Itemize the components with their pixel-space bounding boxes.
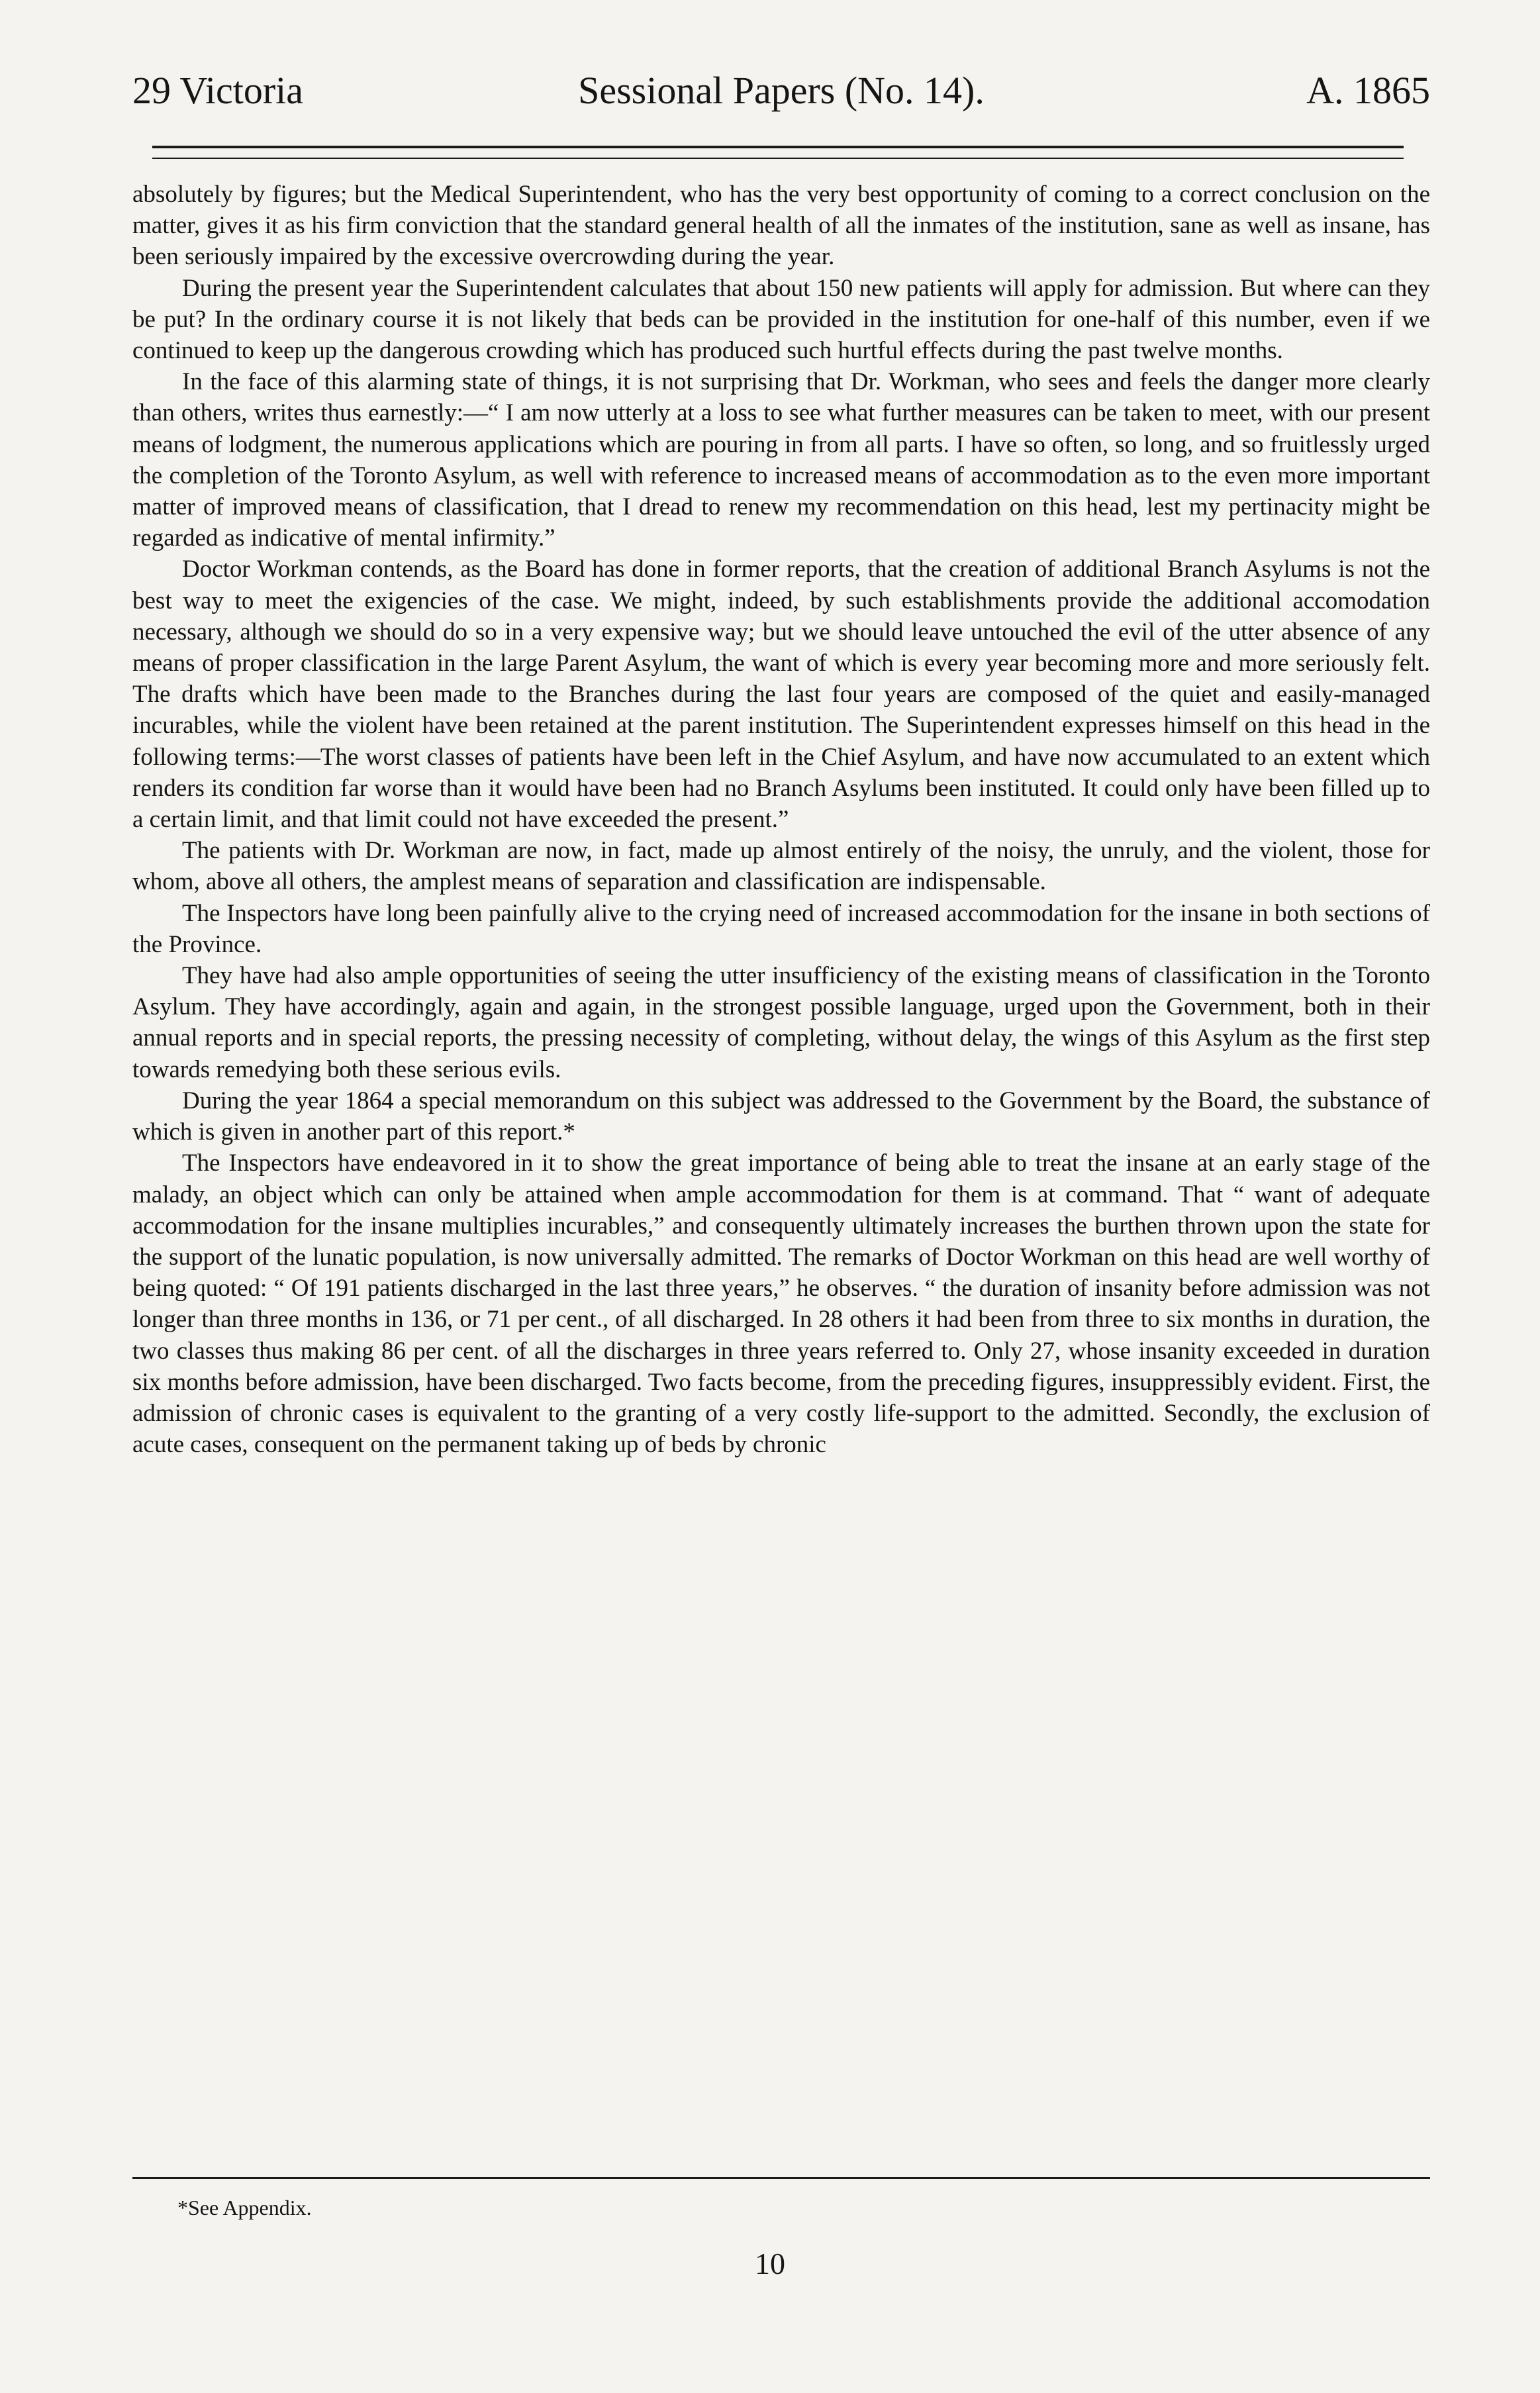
paragraph: absolutely by figures; but the Medical Superintendent, who has the very best opportunity of coming to a correct conclusion on the matter, gives it as his firm conviction that the standard general health of all the inmates of the institution, sane as well as insane, has been seriously impaired by the excessive overcrowding during the year.	[132, 181, 1430, 271]
paragraph: During the year 1864 a special memorandum on this subject was addressed to the Government by the Board, the substance of which is given in another part of this report.*	[132, 1087, 1430, 1146]
header-title: Sessional Papers (No. 14).	[578, 69, 985, 112]
header-year: A. 1865	[1306, 69, 1430, 112]
running-header	[132, 61, 1430, 121]
body-text	[132, 179, 1430, 1460]
paragraph: In the face of this alarming state of things, it is not surprising that Dr. Workman, who sees and feels the danger more clearly than others, writes thus earnestly:—“ I am now utterly at a loss to see what further measures can be taken to meet, with our present means of lodgment, the numerous applications which are pouring in from all parts. I have so often, so long, and so fruitlessly urged the completion of the Toronto Asylum, as well with reference to increased means of accommodation as to the even more important matter of improved means of classification, that I dread to renew my recommendation on this head, lest my pertinacity might be regarded as indicative of mental infirmity.”	[132, 368, 1430, 552]
paragraph: During the present year the Superintendent calculates that about 150 new patients will apply for admission. But where can they be put? In the ordinary course it is not likely that beds can be provided in the institution for one-half of this number, even if we continued to keep up the dangerous crowding which has produced such hurtful effects during the past twelve months.	[132, 274, 1430, 365]
page-number: 10	[755, 2247, 785, 2280]
footnote: *See Appendix.	[177, 2196, 312, 2220]
paragraph: They have had also ample opportunities of seeing the utter insufficiency of the existing means of classification in the Toronto Asylum. They have accordingly, again and again, in the strongest possible language, urged upon the Government, both in their annual reports and in special reports, the pressing necessity of completing, without delay, the wings of this Asylum as the first step towards remedying both these serious evils.	[132, 962, 1430, 1083]
paragraph: The Inspectors have endeavored in it to show the great importance of being able to treat the insane at an early stage of the malady, an object which can only be attained when ample accommodation for them is at command. That “ want of adequate accommodation for the insane multiplies incurables,” and consequently ultimately increases the burthen thrown upon the state for the support of the lunatic population, is now universally admitted. The remarks of Doctor Workman on this head are well worthy of being quoted: “ Of 191 patients discharged in the last three years,” he observes. “ the duration of insanity before admission was not longer than three months in 136, or 71 per cent., of all discharged. In 28 others it had been from three to six months in duration, the two classes thus making 86 per cent. of all the discharges in three years referred to. Only 27, whose insanity exceeded in duration six months before admission, have been discharged. Two facts become, from the preceding figures, insuppressibly evident. First, the admission of chronic cases is equivalent to the granting of a very costly life-support to the admitted. Secondly, the exclusion of acute cases, consequent on the permanent taking up of beds by chronic	[132, 1149, 1430, 1459]
paragraph: The Inspectors have long been painfully alive to the crying need of increased accommodation for the insane in both sections of the Province.	[132, 899, 1430, 958]
paragraph: Doctor Workman contends, as the Board has done in former reports, that the creation of additional Branch Asylums is not the best way to meet the exigencies of the case. We might, indeed, by such establishments provide the additional accomodation necessary, although we should do so in a very expensive way; but we should leave untouched the evil of the utter absence of any means of proper classification in the large Parent Asylum, the want of which is every year becoming more and more seriously felt. The drafts which have been made to the Branches during the last four years are composed of the quiet and easily-managed incurables, while the violent have been retained at the parent institution. The Superintendent expresses himself on this head in the following terms:—The worst classes of patients have been left in the Chief Asylum, and have now accumulated to an extent which renders its condition far worse than it would have been had no Branch Asylums been instituted. It could only have been filled up to a certain limit, and that limit could not have exceeded the present.”	[132, 556, 1430, 834]
header-double-rule	[152, 146, 1404, 159]
footnote-rule	[132, 2177, 1430, 2179]
paragraph: The patients with Dr. Workman are now, in fact, made up almost entirely of the noisy, the unruly, and the violent, those for whom, above all others, the amplest means of separation and classification are indispensable.	[132, 837, 1430, 896]
header-session: 29 Victoria	[132, 69, 303, 112]
